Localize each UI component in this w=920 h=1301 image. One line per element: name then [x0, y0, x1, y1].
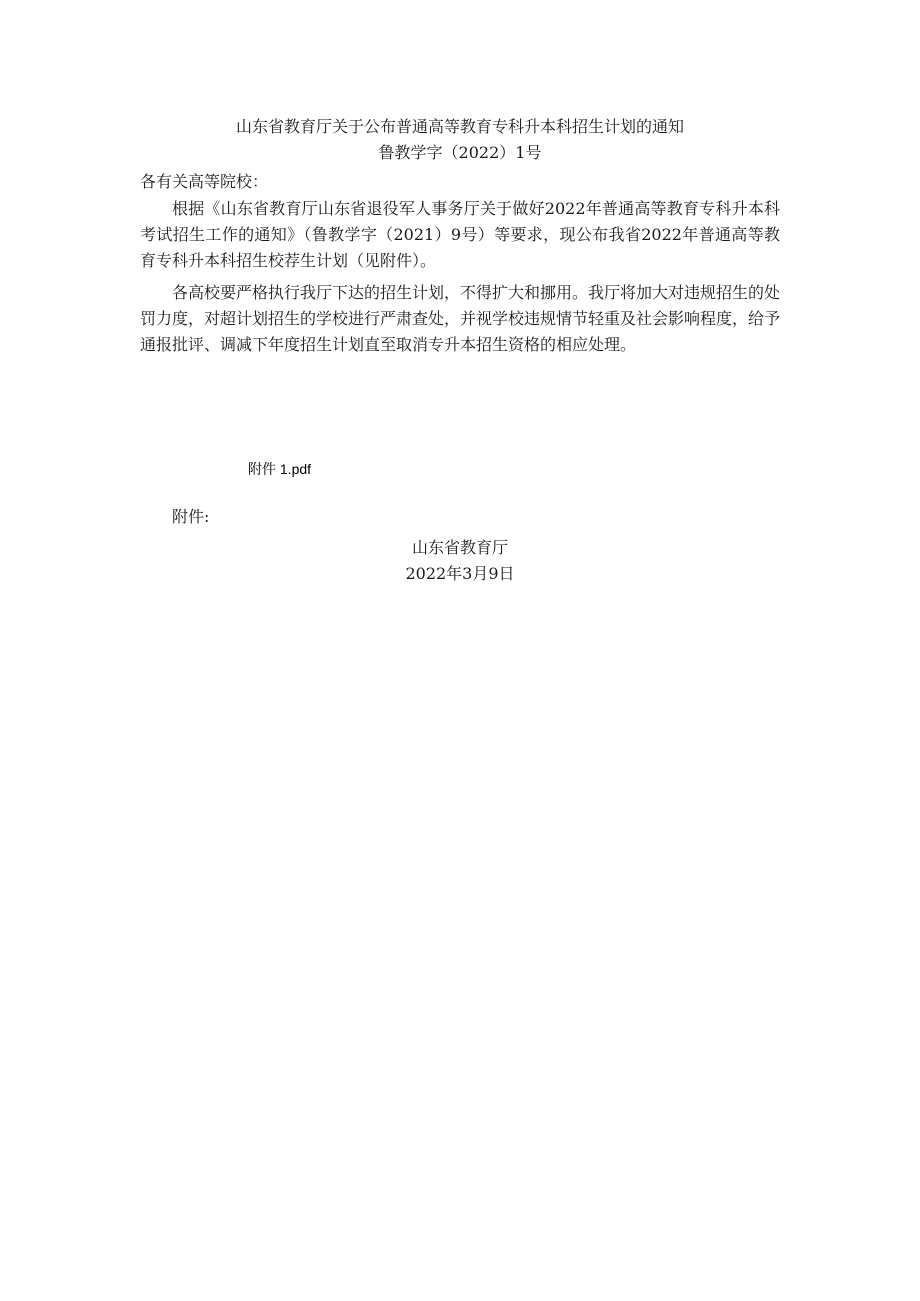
document-title: 山东省教育厅关于公布普通高等教育专科升本科招生计划的通知: [235, 117, 684, 136]
issue-date: 2022年3月9日: [405, 564, 515, 583]
paragraph-1: 根据《山东省教育厅山东省退役军人事务厅关于做好2022年普通高等教育专科升本科考试招生工作的通知》（鲁教学字（2021）9号）等要求，现公布我省2022年普通高等教育专科升本科招生校荐生计划（见附件）。: [140, 199, 780, 270]
issuer-name: 山东省教育厅: [411, 538, 508, 557]
paragraph-2: 各高校要严格执行我厅下达的招生计划，不得扩大和挪用。我厅将加大对违规招生的处罚力度，对超计划招生的学校进行严肃查处，并视学校违规情节轻重及社会影响程度，给予通报批评、调减下年度招生计划直至取消专升本招生资格的相应处理。: [140, 283, 781, 354]
attachment-file-link[interactable]: 附件 1.pdf: [248, 461, 312, 477]
attachment-label: 附件:: [172, 507, 210, 526]
salutation: 各有关高等院校：: [140, 172, 269, 191]
document-page: [140, 0, 780, 1301]
document-number: 鲁教学字（2022）1号: [378, 143, 542, 162]
